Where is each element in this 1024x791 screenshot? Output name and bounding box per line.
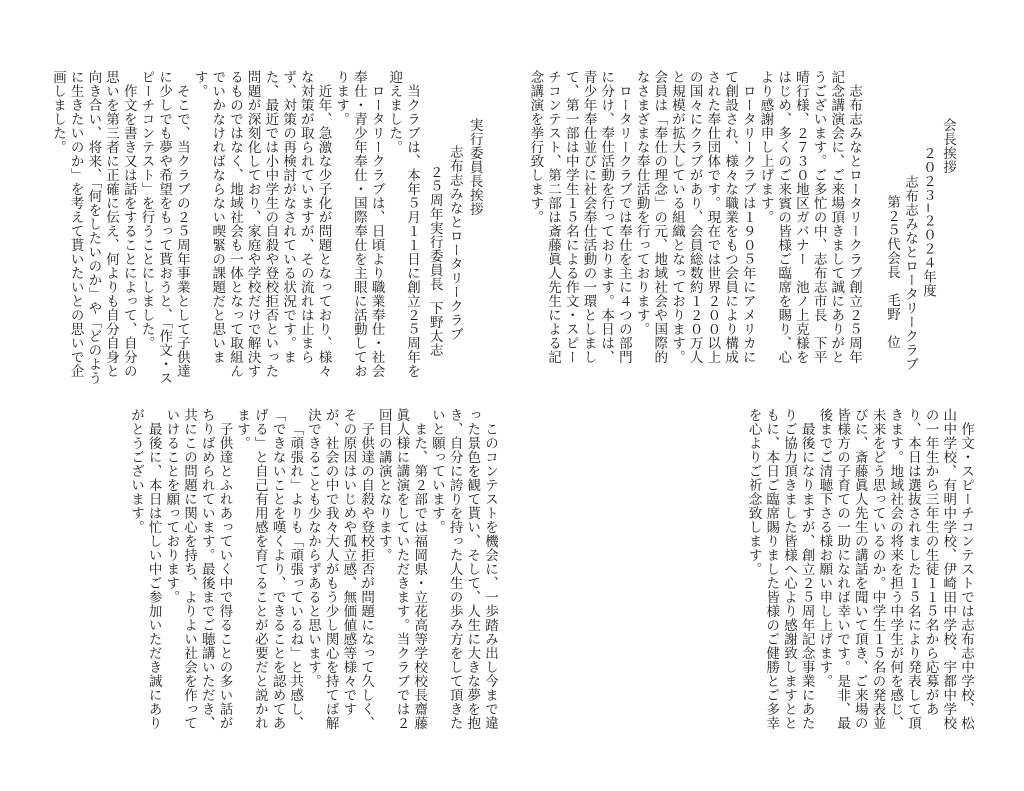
p2-paragraph: 子供達とふれあっていく中で得ることの多い話がちりばめられています。最後までご聴講いただき、共にこの問題に関心を持ち、よりよい社会を作っていけることを願っております。 bbox=[163, 408, 233, 730]
p2-paragraph: また、第２部では福岡県・立花高等学校校長齋藤眞人様に講演をしていただきます。当クラブでは２回目の講演となります。 bbox=[375, 408, 428, 730]
p2-paragraph: 近年、急激な少子化が問題となっており、様々な対策が取られていますが、その流れは止まらず、対策の再検討がなされている状況です。また、最近では小中学生の自殺や登校拒否といった問題が深刻化しており、家庭や学校だけで解決するものではなく、地域社会も一体となって取組んでいかなければならない喫緊の課題だと思います。 bbox=[191, 70, 332, 378]
p1-year: ２０２３−２０２４年度 bbox=[920, 146, 936, 298]
p2-paragraph: ロータリークラブは、日頃より職業奉仕・社会奉仕・青少年奉仕・国際奉仕を主眼に活動しております。 bbox=[333, 70, 385, 378]
p2-name: 下野太志 bbox=[426, 301, 443, 357]
p1-paragraph: 作文・スピーチコンテストでは志布志中学校、松山中学校、有明中学校、伊崎田中学校、宇都中学校の一年生から三年生の生徒１１５名から応募があり、本日は選抜されました１５名により発表して頂きます。地域社会の将来を担う中学生が何を感じ、未来をどう思っているのか。中学生１５名の発表並びに、斎藤眞人先生の講話を聞いて頂き、ご来場の皆様方の子育ての一助になれば幸いです。是非、最後までご清聴下さる様お願い申し上げます。 bbox=[816, 408, 974, 730]
p2-org: 志布志みなとロータリークラブ bbox=[446, 145, 463, 341]
p2-title: 実行委員長挨拶 bbox=[466, 118, 483, 216]
p1-name: 毛野 位 bbox=[884, 293, 900, 349]
p2-signature bbox=[425, 165, 443, 357]
p1-body-upper bbox=[497, 70, 862, 370]
p2-paragraph: 当クラブは、本年５月１１日に創立２５周年を迎えました。 bbox=[386, 70, 420, 378]
p2-position: ２５周年実行委員長 bbox=[426, 165, 443, 291]
p1-paragraph: 志布志みなとロータリークラブ創立２５周年記念講演会に、ご来場頂きまして誠にありがとうございます。ご多忙の中、志布志市長 下平晴行様、２７３０地区ガバナー 池ノ上克様をはじめ、多くのご来賓の皆様ご臨席を賜り、心より感謝申し上げます。 bbox=[757, 70, 862, 364]
p1-paragraph: 最後になりますが、創立２５周年記念事業にあたりご協力頂きました皆様へ心より感謝致しますとともに、本日ご臨席賜りました皆様のご健勝とご多幸を心よりご祈念致します。 bbox=[745, 408, 815, 730]
p2-paragraph: そこで、当クラブの２５周年事業として子供達に少しでも夢や希望をもって貰おうと、「作文・スピーチコンテスト」を行うことにしました。 bbox=[138, 70, 190, 386]
p1-paragraph: ロータリークラブでは奉仕を主に４つの部門に分け、奉仕活動を行っております。本日は、青少年奉仕並びに社会奉仕活動の一環としまして、第一部は中学生１５名による作文・スピーチコンテスト、第二部は斎藤眞人先生による記念講演を挙行致します。 bbox=[527, 70, 632, 364]
p1-body-lower bbox=[494, 408, 974, 738]
p2-paragraph: 最後に、本日は忙しい中ご参加いただき誠にありがとうございます。 bbox=[127, 408, 162, 730]
p1-paragraph: ロータリークラブは１９０５年にアメリカにて創設され、様々な職業をもつ会員により構成された奉仕団体です。現在では世界２００以上の国々にクラブがあり、会員総数約１２０万人と規模が拡大している組織となっております。会員は「奉仕の理念」の元、地域社会や国際的なさまざまな奉仕活動を行っております。 bbox=[633, 70, 756, 364]
p2-body-upper bbox=[35, 70, 420, 390]
p2-paragraph: 作文を書き又は話をすることによって、自分の思いを第三者に正確に伝え、何よりも自分自身と向き合い、将来、「何をしたいのか」や「どのように生きたいのか」を考えて貰いたいとの思いで企画しました。 bbox=[49, 70, 137, 386]
p2-body-lower bbox=[78, 408, 498, 738]
p1-org: 志布志みなとロータリークラブ bbox=[902, 175, 918, 371]
p2-paragraph: 子供達の自殺や登校拒否が問題になって久しく、その原因はいじめや孤立感、無価値感等様々ですが、社会の中で我々大人がもう少し関心を持てば解決できることも少なからずあると思います。 bbox=[304, 408, 375, 730]
p2-paragraph: 「頑張れ」よりも「頑張っているね」と共感し、「できないことを嘆くより、できることを認めてあげる」と自己有用感を育てることが必要だと説かれます。 bbox=[234, 408, 304, 730]
p2-paragraph: このコンテストを機会に、一歩踏み出し今まで違った景色を観て貰い、そして、人生に大きな夢を抱き、自分に誇りを持った人生の歩み方をして頂きたいと願っています。 bbox=[428, 408, 498, 730]
p1-title: 会長挨拶 bbox=[940, 118, 956, 174]
p1-signature bbox=[882, 195, 900, 349]
p1-position: 第２５代会長 bbox=[884, 195, 900, 279]
